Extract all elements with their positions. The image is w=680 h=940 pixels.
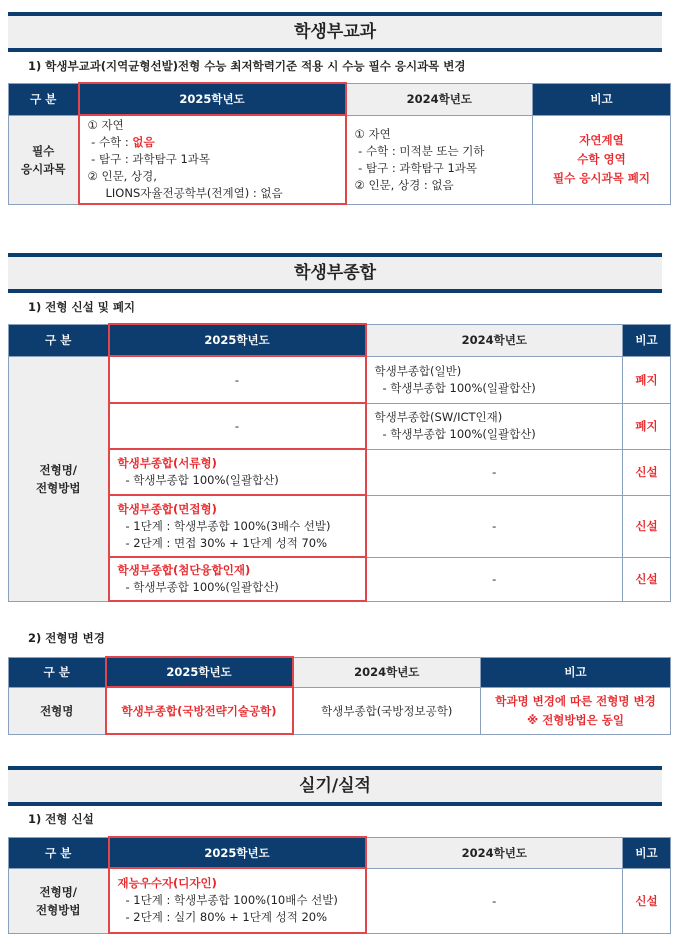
section-title-student-record-subject: 학생부교과 [8,12,662,52]
row-label: 필수 응시과목 [9,115,79,204]
cell-2025: - [109,403,366,449]
cell-note: 자연계열 수학 영역 필수 응시과목 폐지 [533,115,671,204]
header-note: 비고 [623,324,671,356]
header-2025: 2025학년도 [79,83,346,115]
section-title-comprehensive: 학생부종합 [8,253,662,293]
table-row [9,557,671,601]
table-name-change [8,656,671,735]
row-label: 전형명/ 전형방법 [9,868,109,933]
header-category: 구 분 [9,837,109,868]
header-2024: 2024학년도 [293,657,481,687]
cell-2025: 학생부종합(면접형) - 1단계 : 학생부종합 100%(3배수 선발) - 2단계 : 면접 30% + 1단계 성적 70% [109,495,366,557]
cell-2024: ① 자연 - 수학 : 미적분 또는 기하 - 탐구 : 과학탐구 1과목 ② 인문, 상경 : 없음 [346,115,533,204]
row-label: 전형명 [9,687,106,734]
cell-2024: 학생부종합(국방정보공학) [293,687,481,734]
section-title-practical: 실기/실적 [8,766,662,806]
table-practical-new [8,836,671,934]
header-category: 구 분 [9,657,106,687]
cell-note: 신설 [623,449,671,495]
cell-2024: - [366,449,623,495]
header-2024: 2024학년도 [346,83,533,115]
cell-note: 학과명 변경에 따른 전형명 변경 ※ 전형방법은 동일 [481,687,671,734]
table-row [9,403,671,449]
cell-2025: 학생부종합(서류형) - 학생부종합 100%(일괄합산) [109,449,366,495]
table-row [9,449,671,495]
cell-2024: 학생부종합(SW/ICT인재) - 학생부종합 100%(일괄합산) [366,403,623,449]
header-2024: 2024학년도 [366,837,623,868]
subsection-heading: 1) 학생부교과(지역균형선발)전형 수능 최저학력기준 적용 시 수능 필수 응시과목 변경 [28,59,466,73]
cell-2025: ① 자연 - 수학 : 없음 - 탐구 : 과학탐구 1과목 ② 인문, 상경, LIONS자율전공학부(전계열) : 없음 [79,115,346,204]
cell-note: 폐지 [623,356,671,403]
table-row [9,495,671,557]
header-category: 구 분 [9,324,109,356]
header-2025: 2025학년도 [109,837,366,868]
cell-2024: 학생부종합(일반) - 학생부종합 100%(일괄합산) [366,356,623,403]
cell-note: 폐지 [623,403,671,449]
header-2024: 2024학년도 [366,324,623,356]
cell-2025: 학생부종합(첨단융합인재) - 학생부종합 100%(일괄합산) [109,557,366,601]
row-label: 전형명/ 전형방법 [9,356,109,601]
header-2025: 2025학년도 [109,324,366,356]
cell-note: 신설 [623,868,671,933]
table-new-abolished [8,323,671,602]
header-category: 구 분 [9,83,79,115]
cell-2024: - [366,495,623,557]
table-subject-requirements [8,82,671,205]
subsection-heading: 2) 전형명 변경 [28,631,105,645]
header-note: 비고 [481,657,671,687]
header-note: 비고 [623,837,671,868]
cell-2024: - [366,557,623,601]
cell-note: 신설 [623,495,671,557]
table-row [9,356,671,403]
cell-2025: 학생부종합(국방전략기술공학) [106,687,293,734]
cell-2024: - [366,868,623,933]
subsection-heading: 1) 전형 신설 및 폐지 [28,300,136,314]
cell-2025: 재능우수자(디자인) - 1단계 : 학생부종합 100%(10배수 선발) - 2단계 : 실기 80% + 1단계 성적 20% [109,868,366,933]
subsection-heading: 1) 전형 신설 [28,812,94,826]
cell-2025: - [109,356,366,403]
cell-note: 신설 [623,557,671,601]
header-2025: 2025학년도 [106,657,293,687]
header-note: 비고 [533,83,671,115]
